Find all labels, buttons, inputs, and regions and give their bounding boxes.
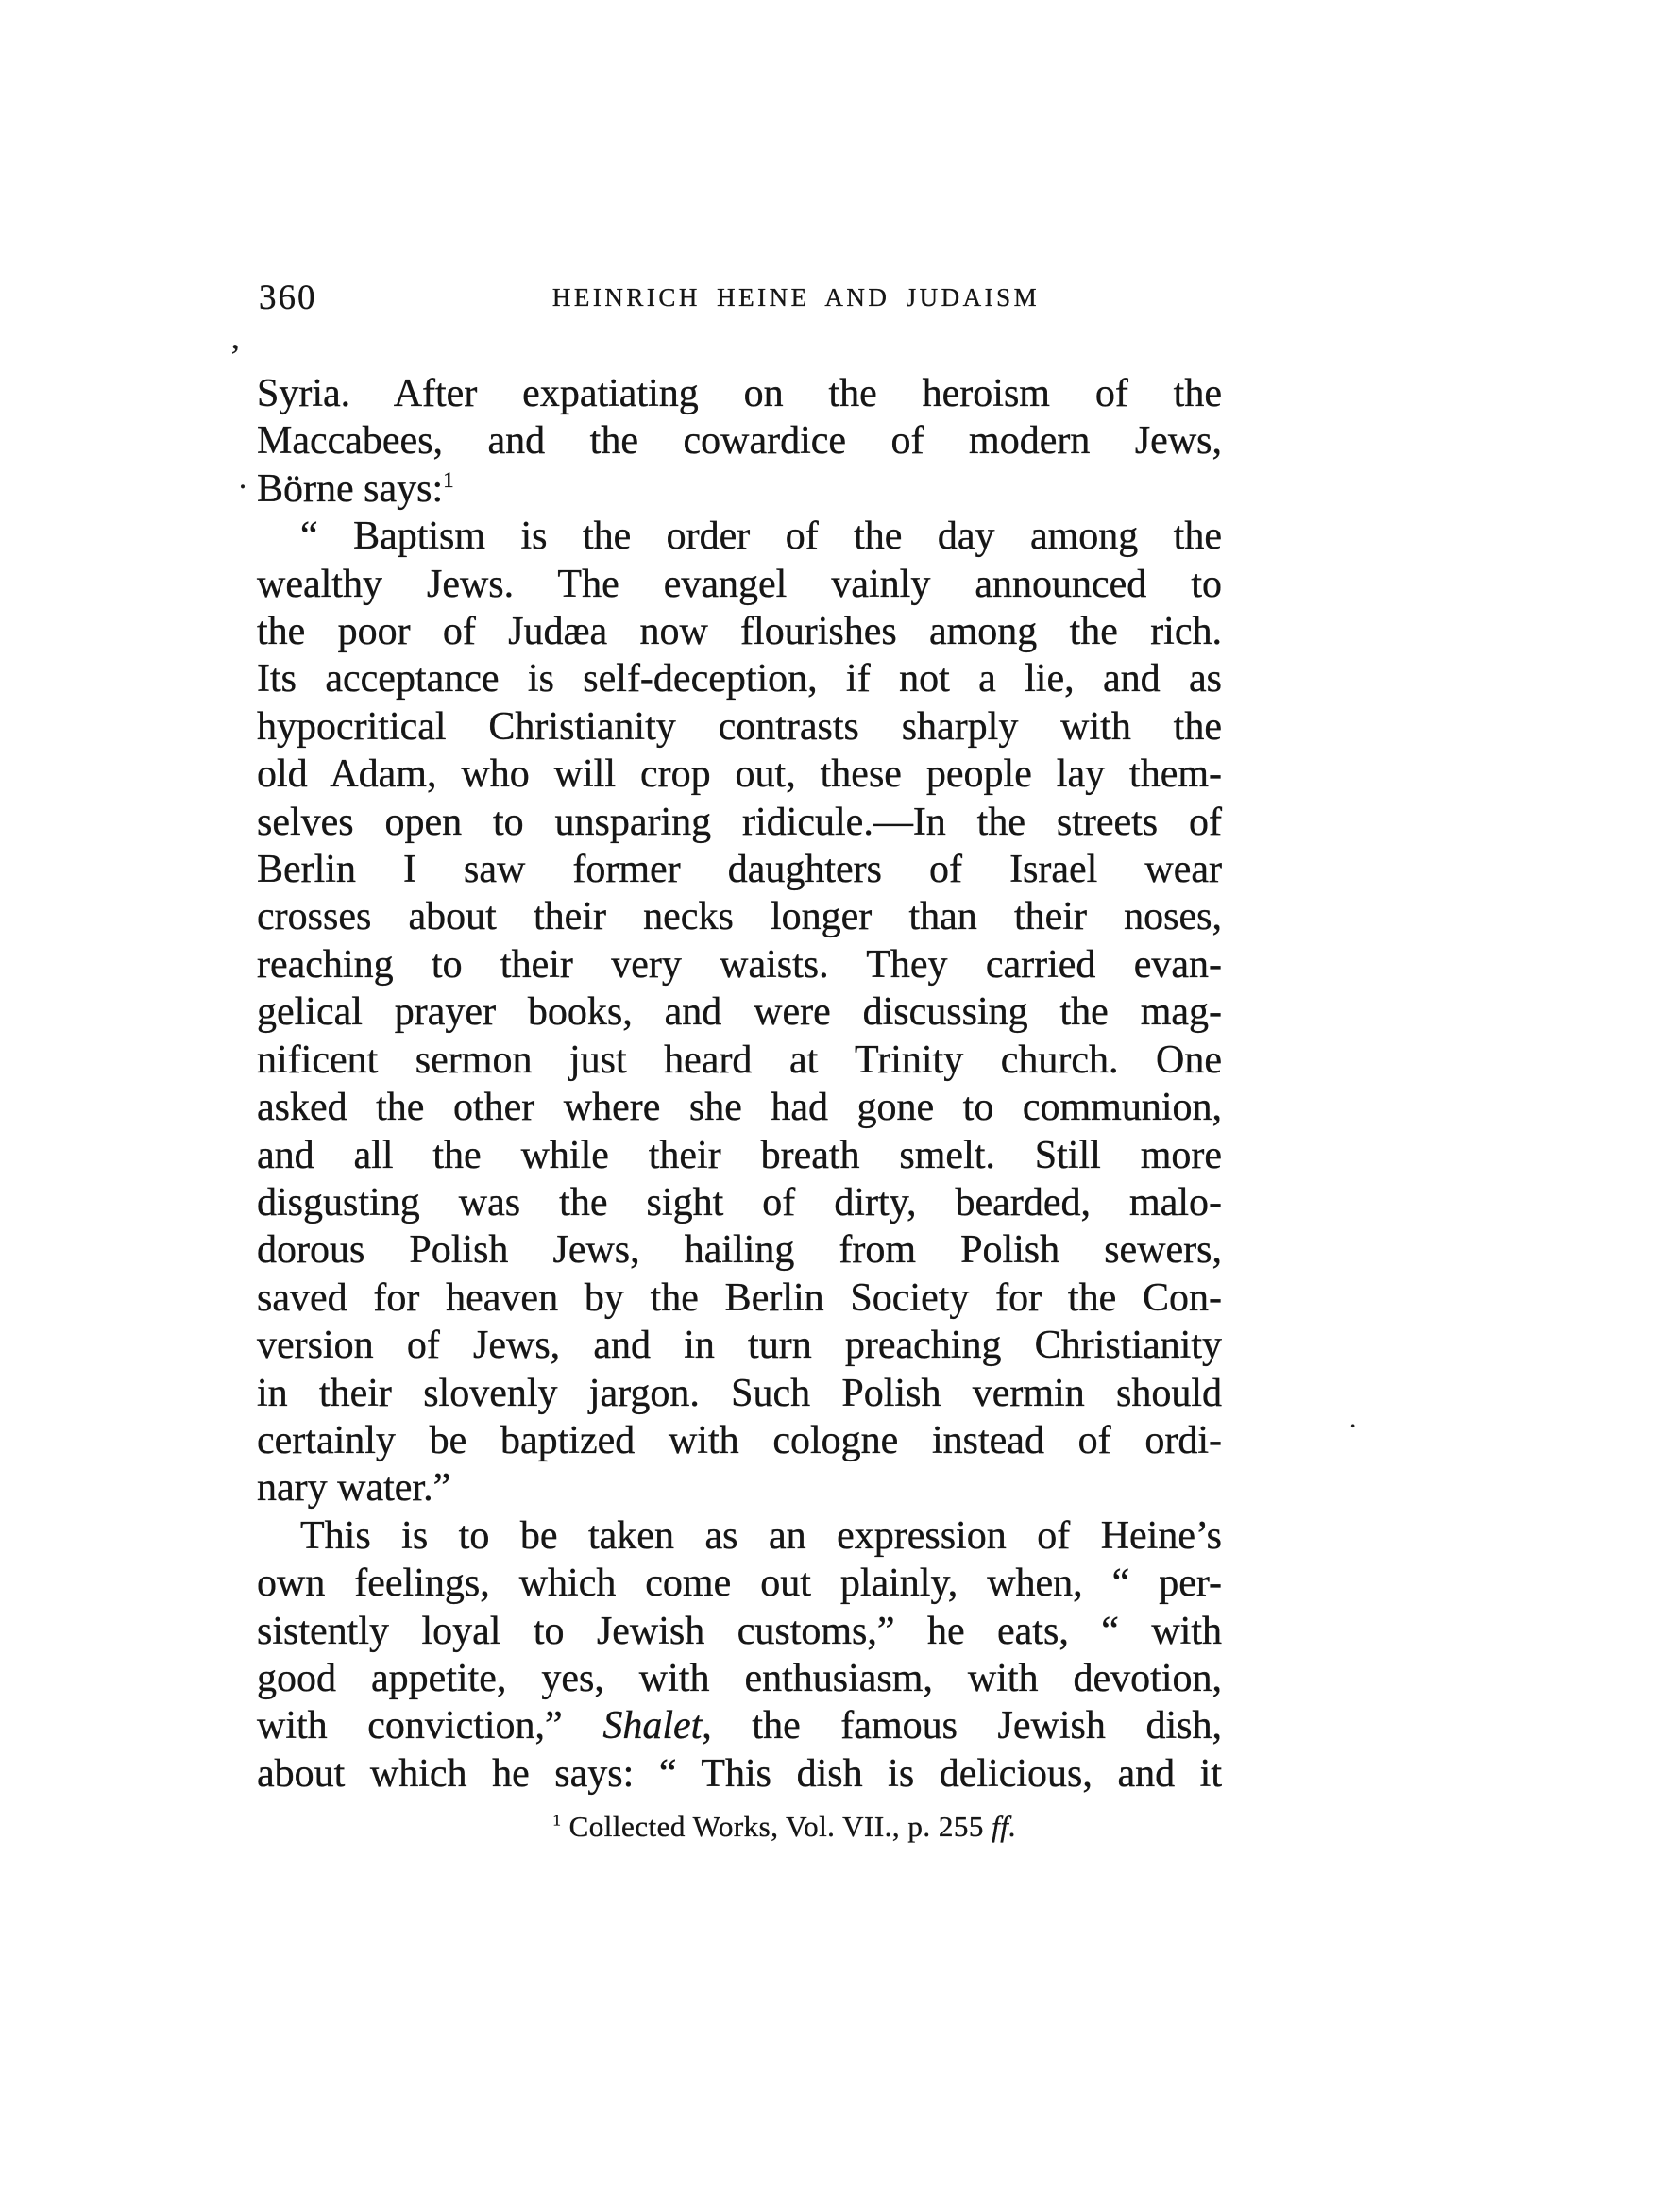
text-line: This is to be taken as an expression of Heine’s bbox=[300, 1513, 1222, 1558]
text-line: with conviction,” Shalet, the famous Jewish dish, bbox=[257, 1704, 1222, 1748]
text-line: dorous Polish Jews, hailing from Polish sewers, bbox=[257, 1228, 1222, 1273]
text-line: Syria. After expatiating on the heroism of the bbox=[257, 372, 1222, 415]
text-line: hypocritical Christianity contrasts sharply with the bbox=[257, 704, 1222, 749]
footnote-reference-ff: ff. bbox=[992, 1810, 1017, 1843]
text-line: selves open to unsparing ridicule.—In the streets of bbox=[257, 800, 1222, 844]
text-line: “ Baptism is the order of the day among the bbox=[300, 515, 1222, 559]
text-line: disgusting was the sight of dirty, bearded, malo- bbox=[257, 1180, 1222, 1224]
text-line: certainly be baptized with cologne instead of ordi- bbox=[257, 1418, 1222, 1462]
text-line: version of Jews, and in turn preaching Christianity bbox=[257, 1324, 1222, 1368]
text-line: good appetite, yes, with enthusiasm, with devotion, bbox=[257, 1656, 1222, 1700]
text-line: and all the while their breath smelt. Still more bbox=[257, 1133, 1222, 1177]
text-line: gelical prayer books, and were discussing the mag- bbox=[257, 990, 1222, 1035]
print-artifact: · bbox=[1348, 1412, 1358, 1442]
text-line: about which he says: “ This dish is delicious, and it bbox=[257, 1751, 1222, 1796]
text-line: nificent sermon just heard at Trinity church. One bbox=[257, 1038, 1222, 1082]
text-line: nary water.” bbox=[257, 1466, 451, 1511]
page-header bbox=[257, 278, 1222, 319]
running-header-title: HEINRICH HEINE AND JUDAISM bbox=[551, 283, 1041, 312]
body-text bbox=[257, 370, 1222, 1798]
text-line: wealthy Jews. The evangel vainly announced to bbox=[257, 562, 1222, 606]
text-line: old Adam, who will crop out, these people lay them- bbox=[257, 752, 1222, 797]
text-line: Maccabees, and the cowardice of modern Jews, bbox=[257, 419, 1222, 464]
text-line: Börne says:$^1$ bbox=[257, 466, 454, 511]
text-line: Its acceptance is self-deception, if not a lie, and as bbox=[257, 657, 1222, 701]
footnote-marker: 1 bbox=[552, 1811, 562, 1830]
text-line: reaching to their very waists. They carried evan- bbox=[257, 942, 1222, 987]
page-number: 360 bbox=[259, 279, 317, 317]
text-line: own feelings, which come out plainly, when, “ per- bbox=[257, 1562, 1222, 1606]
text-line: Berlin I saw former daughters of Israel wear bbox=[257, 848, 1222, 892]
text-line: in their slovenly jargon. Such Polish vermin should bbox=[257, 1371, 1222, 1415]
text-line: crosses about their necks longer than their noses, bbox=[257, 895, 1222, 939]
footnote bbox=[257, 1810, 1222, 1844]
text-line: asked the other where she had gone to communion, bbox=[257, 1086, 1222, 1130]
print-artifact: ’ bbox=[229, 337, 241, 375]
text-line: the poor of Judæa now flourishes among the rich. bbox=[257, 610, 1222, 654]
text-line: saved for heaven by the Berlin Society for the Con- bbox=[257, 1275, 1222, 1320]
footnote-text: Collected Works, Vol. VII., p. 255 bbox=[561, 1810, 992, 1843]
print-artifact: . bbox=[239, 461, 246, 495]
text-line: sistently loyal to Jewish customs,” he eats, “ with bbox=[257, 1609, 1222, 1653]
